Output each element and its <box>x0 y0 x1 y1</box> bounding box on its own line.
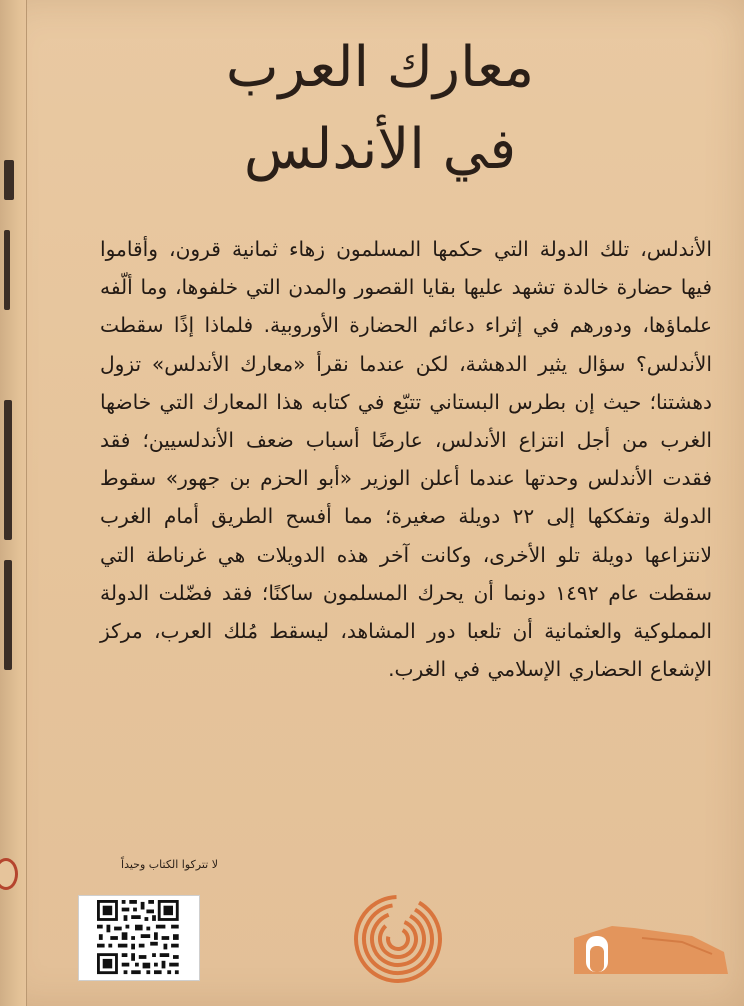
spine-publisher-icon <box>0 858 18 890</box>
spine-text-mark <box>4 400 12 540</box>
qr-code-icon <box>78 895 200 981</box>
book-blurb: الأندلس، تلك الدولة التي حكمها المسلمون زهاء ثمانية قرون، وأقاموا فيها حضارة خالدة تشهد عليها بقايا القصور والمدن التي خلفوها، وما ألّفه علماؤها، ودورهم في إثراء دعائم الحضارة الأوروبية. فلماذا إذًا سقطت الأندلس؟ سؤال يثير الدهشة، لكن عندما نقرأ «معارك الأندلس» تزول دهشتنا؛ حيث إن بطرس البستاني تتبّع في كتابه هذا المعارك التي خاضها الغرب من أجل انتزاع الأندلس، عارضًا أسباب ضعف الأندلسيين؛ فقد فقدت الأندلس وحدتها عندما أعلن الوزير «أبو الحزم بن جهور» سقوط الدولة وتفككها إلى ٢٢ دويلة صغيرة؛ مما أفسح الطريق أمام الغرب لانتزاعها دويلة تلو الأخرى، وكانت آخر هذه الدويلات هي غرناطة التي سقطت عام ١٤٩٢ دونما أن يحرك المسلمون ساكنًا؛ فقد فضّلت الدولة المملوكية والعثمانية أن تلعبا دور المشاهد، ليسقط مُلك العرب، مركز الإشعاع الحضاري الإسلامي في الغرب. <box>100 237 713 682</box>
spine-text-mark <box>4 230 10 310</box>
spine-text-mark <box>4 560 12 670</box>
spine-text-mark <box>4 160 14 200</box>
book-title-line-2: في الأندلس <box>243 117 517 182</box>
press-logo-icon <box>572 916 728 974</box>
publisher-logo-icon <box>352 893 444 985</box>
book-spine <box>0 0 27 1006</box>
book-title-line-1: معارك العرب <box>225 35 535 100</box>
tagline: لا تتركوا الكتاب وحيداً <box>121 858 218 871</box>
